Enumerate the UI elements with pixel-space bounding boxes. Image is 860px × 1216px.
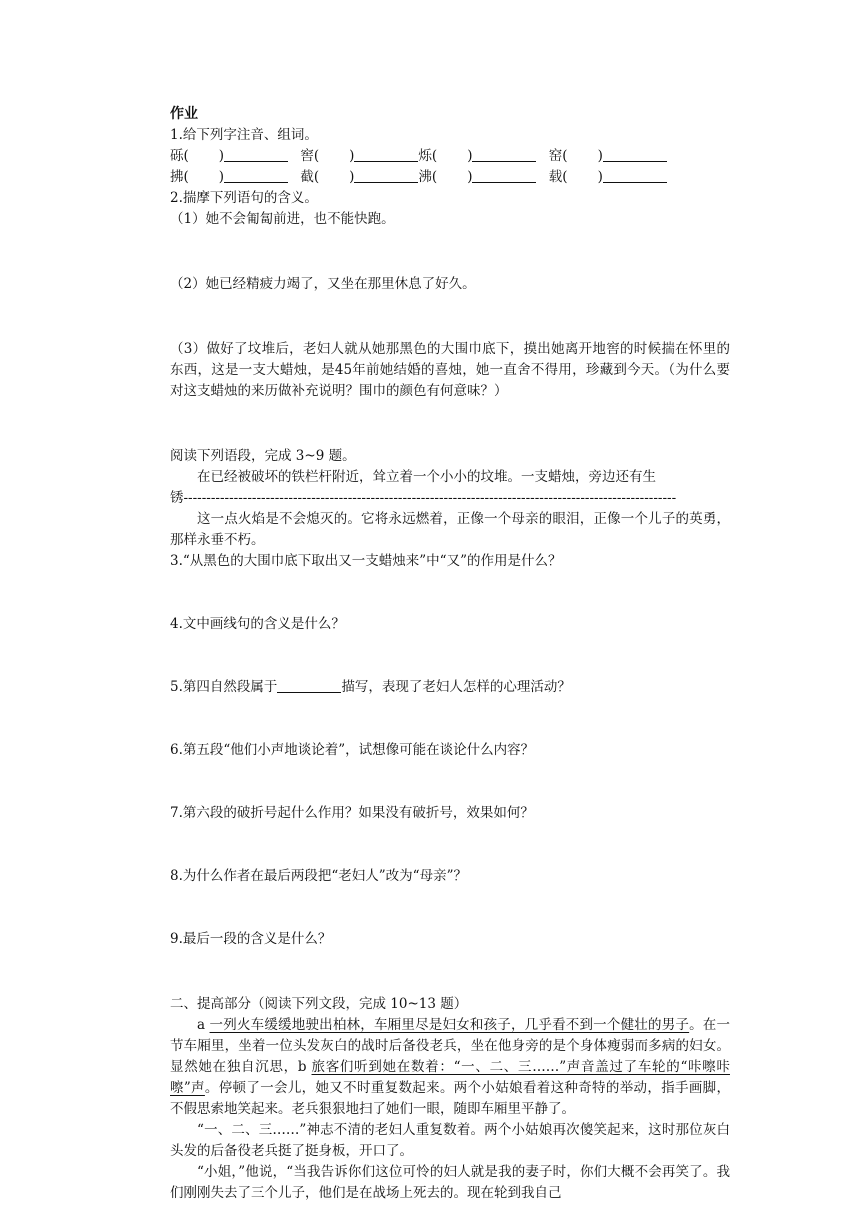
answer-blank[interactable] — [224, 168, 288, 183]
worksheet-page — [170, 104, 730, 1204]
question-5-suffix: 描写，表现了老妇人怎样的心理活动？ — [341, 679, 571, 695]
answer-blank[interactable] — [603, 168, 667, 183]
question-6: 6.第五段“他们小声地谈论着”，试想像可能在谈论什么内容？ — [170, 742, 535, 758]
answer-space[interactable] — [170, 635, 730, 677]
answer-space[interactable] — [170, 402, 730, 446]
section-2-paragraph-3: “小姐，”他说，“当我告诉你们这位可怜的妇人就是我的妻子时，你们大概不会再笑了。我们刚刚失去了三个儿子，他们是在战场上死去的。现在轮到我自己 — [170, 1164, 730, 1201]
answer-space[interactable] — [170, 950, 730, 994]
q2-prompt: 2.揣摩下列语句的含义。 — [170, 190, 318, 206]
q1-row-2: 拂( ) 截( ) 沸( ) 载( ) — [170, 167, 730, 188]
answer-space[interactable] — [170, 295, 730, 339]
answer-blank[interactable] — [354, 147, 418, 162]
q1-row-1: 砾( ) 窖( ) 烁( ) 窑( ) — [170, 146, 730, 167]
question-8: 8.为什么作者在最后两段把“老妇人”改为“母亲”？ — [170, 868, 467, 884]
answer-space[interactable] — [170, 887, 730, 929]
omission-prefix: 锈 — [170, 490, 184, 506]
answer-blank[interactable] — [472, 168, 536, 183]
omission-dashes: ------------------------------------------------------------------------------------------------------------ — [183, 490, 677, 506]
answer-space[interactable] — [170, 230, 730, 274]
section-2-heading: 二、提高部分（阅读下列文段，完成 10~13 题） — [170, 996, 468, 1012]
question-5-prefix: 5.第四自然段属于 — [170, 679, 278, 695]
answer-blank[interactable] — [354, 168, 418, 183]
reading-paragraph-2: 这一点火焰是不会熄灭的。它将永远燃着，正像一个母亲的眼泪，正像一个儿子的英勇，那样永垂不朽。 — [170, 511, 730, 548]
q1-char: 拂 — [170, 169, 184, 185]
answer-space[interactable] — [170, 761, 730, 803]
question-7: 7.第六段的破折号起什么作用？如果没有破折号，效果如何？ — [170, 805, 534, 821]
underlined-sentence-b: 旅客们听到她在数着：“一、二、三……”声音盖过了车轮的“咔嚓咔嚓”声 — [170, 1059, 730, 1096]
answer-space[interactable] — [170, 572, 730, 614]
q1-char: 砾 — [170, 148, 184, 164]
label-a: a — [197, 1017, 210, 1033]
answer-blank[interactable] — [277, 678, 341, 693]
question-5 — [170, 677, 730, 698]
worksheet-title: 作业 — [170, 106, 198, 122]
q1-char: 沸 — [418, 169, 432, 185]
q2-sentence-2: （2）她已经精疲力竭了，又坐在那里休息了好久。 — [170, 276, 476, 292]
answer-blank[interactable] — [603, 147, 667, 162]
question-9: 9.最后一段的含义是什么？ — [170, 931, 332, 947]
reading-intro: 阅读下列语段，完成 3~9 题。 — [170, 448, 356, 464]
q1-char: 截 — [300, 169, 314, 185]
question-4: 4.文中画线句的含义是什么？ — [170, 616, 345, 632]
answer-blank[interactable] — [224, 147, 288, 162]
q2-sentence-3: （3）做好了坟堆后，老妇人就从她那黑色的大围巾底下，摸出她离开地窖的时候揣在怀里的东西，这是一支大蜡烛，是45年前她结婚的喜烛，她一直舍不得用，珍藏到今天。（为什么要对这支蜡烛的来历做补充说明？围巾的颜色有何意味？） — [170, 341, 730, 399]
section-2-paragraph-1 — [170, 1015, 730, 1120]
paragraph-text: 。停顿了一会儿，她又不时重复数起来。两个小姑娘看着这种奇特的举动，指手画脚，不假思索地笑起来。老兵狠狠地扫了她们一眼，随即车厢里平静了。 — [170, 1080, 731, 1117]
omission-line — [170, 488, 730, 509]
q2-sentence-1: （1）她不会匍匐前进，也不能快跑。 — [170, 211, 395, 227]
q1-char: 载 — [548, 169, 563, 185]
q1-char: 烁 — [418, 148, 432, 164]
answer-space[interactable] — [170, 698, 730, 740]
q1-char: 窑 — [548, 148, 563, 164]
question-3: 3.“从黑色的大围巾底下取出又一支蜡烛来”中“又”的作用是什么？ — [170, 553, 562, 569]
answer-space[interactable] — [170, 824, 730, 866]
answer-blank[interactable] — [472, 147, 536, 162]
underlined-sentence-a: 一列火车缓缓地驶出柏林，车厢里尽是妇女和孩子，几乎看不到一个健壮的男子 — [209, 1017, 690, 1033]
paragraph-text: 。在一节车厢里，坐着一位头发灰白的战时后备役老兵，坐在他身旁的是个身体瘦弱而多病的妇女。显然她在独自沉思，b — [170, 1017, 731, 1075]
q1-prompt: 1.给下列字注音、组词。 — [170, 127, 318, 143]
section-2-paragraph-2: “一、二、三……”神志不清的老妇人重复数着。两个小姑娘再次傻笑起来，这时那位灰白头发的后备役老兵挺了挺身板，开口了。 — [170, 1122, 730, 1159]
reading-paragraph-1: 在已经被破坏的铁栏杆附近，耸立着一个小小的坟堆。一支蜡烛，旁边还有生 — [197, 469, 656, 485]
q1-char: 窖 — [300, 148, 314, 164]
